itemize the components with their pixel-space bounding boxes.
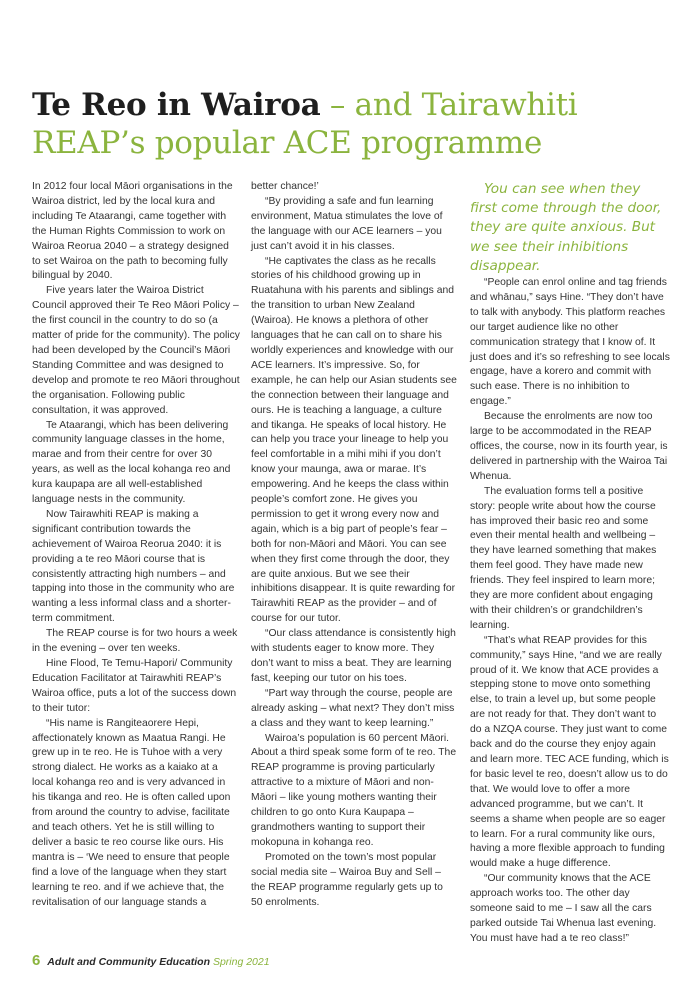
paragraph: Wairoa’s population is 60 percent Māori. About a third speak some form of te reo. The REAP programme is proving particularly attractive to a mixture of Māori and non-Māori – like young mothers wanting their children to go onto Kura Kaupapa – grandmothers wanting to support their mokopuna in kohanga reo. bbox=[251, 732, 457, 848]
paragraph: Five years later the Wairoa District Council approved their Te Reo Māori Policy – the first council in the country to do so (a matter of pride for the community). The policy had been developed by the Council’s Māori Standing Committee and was designed to develop and promote te reo Māori throughout the organisation. Following public consultation, it was approved. bbox=[32, 285, 240, 416]
paragraph: Te Ataarangi, which has been delivering community language classes in the home, marae and from their centre for over 30 years, as well as the local kohanga reo and kura kaupapa are all well-established language nests in the community. bbox=[32, 419, 231, 506]
paragraph: “By providing a safe and fun learning environment, Matua stimulates the love of the language with our ACE learners – you just can’t avoid it in his classes. bbox=[251, 195, 443, 252]
paragraph: “Part way through the course, people are already asking – what next? They don’t miss a class and they want to keep learning.” bbox=[251, 687, 455, 729]
issue-label: Spring 2021 bbox=[212, 956, 270, 968]
paragraph: The evaluation forms tell a positive story: people write about how the course has improved their basic reo and some even their mental health and wellbeing – they have learned something that makes them feel good. They have made new friends. They feel inspired to learn more; they are more confident about engaging with their children’s or grandchildren’s learning. bbox=[470, 485, 657, 631]
paragraph: Promoted on the town’s most popular social media site – Wairoa Buy and Sell – the REAP programme regularly gets up to 50 enrolments. bbox=[251, 851, 443, 908]
paragraph: “His name is Rangiteaorere Hepi, affectionately known as Maatua Rangi. He grew up in te reo. He is Tuhoe with a very strong dialect. He works as a kaiako at a local kohanga reo and is very advanced in his tikanga and reo. He is often called upon from around the country to advise, facilitate and teach others. Yet he is still willing to deliver a basic te reo course like ours. His mantra is – ‘We need to ensure that people find a love of the language when they start learning te reo. and if we achieve that, the revitalisation of our language stands a bbox=[32, 717, 231, 908]
paragraph: Because the enrolments are now too large to be accommodated in the REAP offices, the course, now in its fourth year, is delivered in partnership with the Wairoa Tai Whenua. bbox=[470, 411, 668, 482]
publication-name: Adult and Community Education bbox=[47, 956, 211, 968]
page-number: 6 bbox=[32, 952, 41, 969]
paragraph: “Our class attendance is consistently high with students eager to know more. They don’t want to miss a beat. They are learning fast, keeping our tutor on his toes. bbox=[251, 628, 456, 684]
title-lead: Te Reo in Wairoa bbox=[32, 87, 321, 123]
column-1 bbox=[32, 180, 240, 910]
paragraph: “That’s what REAP provides for this community,” says Hine, “and we are really proud of it. We know that ACE provides a stepping stone to move onto something else, to train a level up, but some people are not ready for that. They don’t want to do a NZQA course. They just want to come back and do the course they enjoy again and learn more. TEC ACE funding, which is for basic level te reo, doesn’t allow us to do that. We would love to offer a more advanced programme, but we can’t. It seems a shame when people are so eager to learn. For a rural community like ours, having a more flexible approach to funding would make a huge difference. bbox=[470, 634, 669, 870]
page-footer bbox=[32, 952, 270, 969]
paragraph: better chance!’ bbox=[251, 181, 319, 192]
article-title bbox=[32, 86, 672, 162]
paragraph: Now Tairawhiti REAP is making a significant contribution towards the achievement of Wairoa Reorua 2040: it is providing a te reo Māori course that is consistently attracting high numbers – and tapping into those in the community who are wanting a less informal class and a shorter-term commitment. bbox=[32, 508, 235, 625]
column-2 bbox=[251, 180, 457, 910]
paragraph: In 2012 four local Māori organisations in the Wairoa district, led by the local kura and including Te Ataarangi, came together with the Human Rights Commission to work on Wairoa Reorua 2040 – a strategy designed to set Wairoa on the path to becoming fully bilingual by 2040. bbox=[32, 181, 233, 282]
column-3 bbox=[470, 180, 670, 947]
paragraph: “Our community knows that the ACE approach works too. The other day someone said to me – I saw all the cars parked outside Tai Whenua last evening. You must have had a te reo class!” bbox=[470, 873, 657, 944]
paragraph: “People can enrol online and tag friends and whānau,” says Hine. “They don’t have to talk with anybody. This platform reaches our target audience like no other communication strategy that I know of. It just does and it’s so refreshing to see locals engage, have a korero and commit with such ease. There is no inhibition to engage.” bbox=[470, 277, 670, 408]
title-subtitle: – and Tairawhiti REAP’s popular ACE programme bbox=[32, 87, 578, 161]
paragraph: “He captivates the class as he recalls stories of his childhood growing up in Ruatahuna with his parents and siblings and the transition to urban New Zealand (Wairoa). He knows a plethora of other languages that he can call on to share his worldly experiences and knowledge with our ACE learners. It’s impressive. So, for example, he can help our Asian students see the connection between their language and ours. He is teaching a language, a culture and tikanga. He speaks of local history. He can help you trace your lineage to help you feel comfortable in a mihi mihi if you don’t know your maunga, awa or marae. It’s empowering. And he keeps the class within people’s comfort zone. He gives you permission to get it wrong every now and again, which is a big part of people’s fear – both for non-Māori and Māori. You can see when they first come through the door, they are quite anxious. But we see their inhibitions disappear. It is quite rewarding for Tairawhiti REAP as the provider – and of course for our tutor. bbox=[251, 255, 457, 625]
paragraph: The REAP course is for two hours a week in the evening – over ten weeks. bbox=[32, 628, 238, 655]
paragraph: Hine Flood, Te Temu-Hapori/ Community Education Facilitator at Tairawhiti REAP’s Wairoa office, puts a lot of the success down to their tutor: bbox=[32, 658, 237, 714]
pull-quote: You can see when they first come through the door, they are quite anxious. But we see their inhibitions disappear. bbox=[470, 181, 662, 274]
